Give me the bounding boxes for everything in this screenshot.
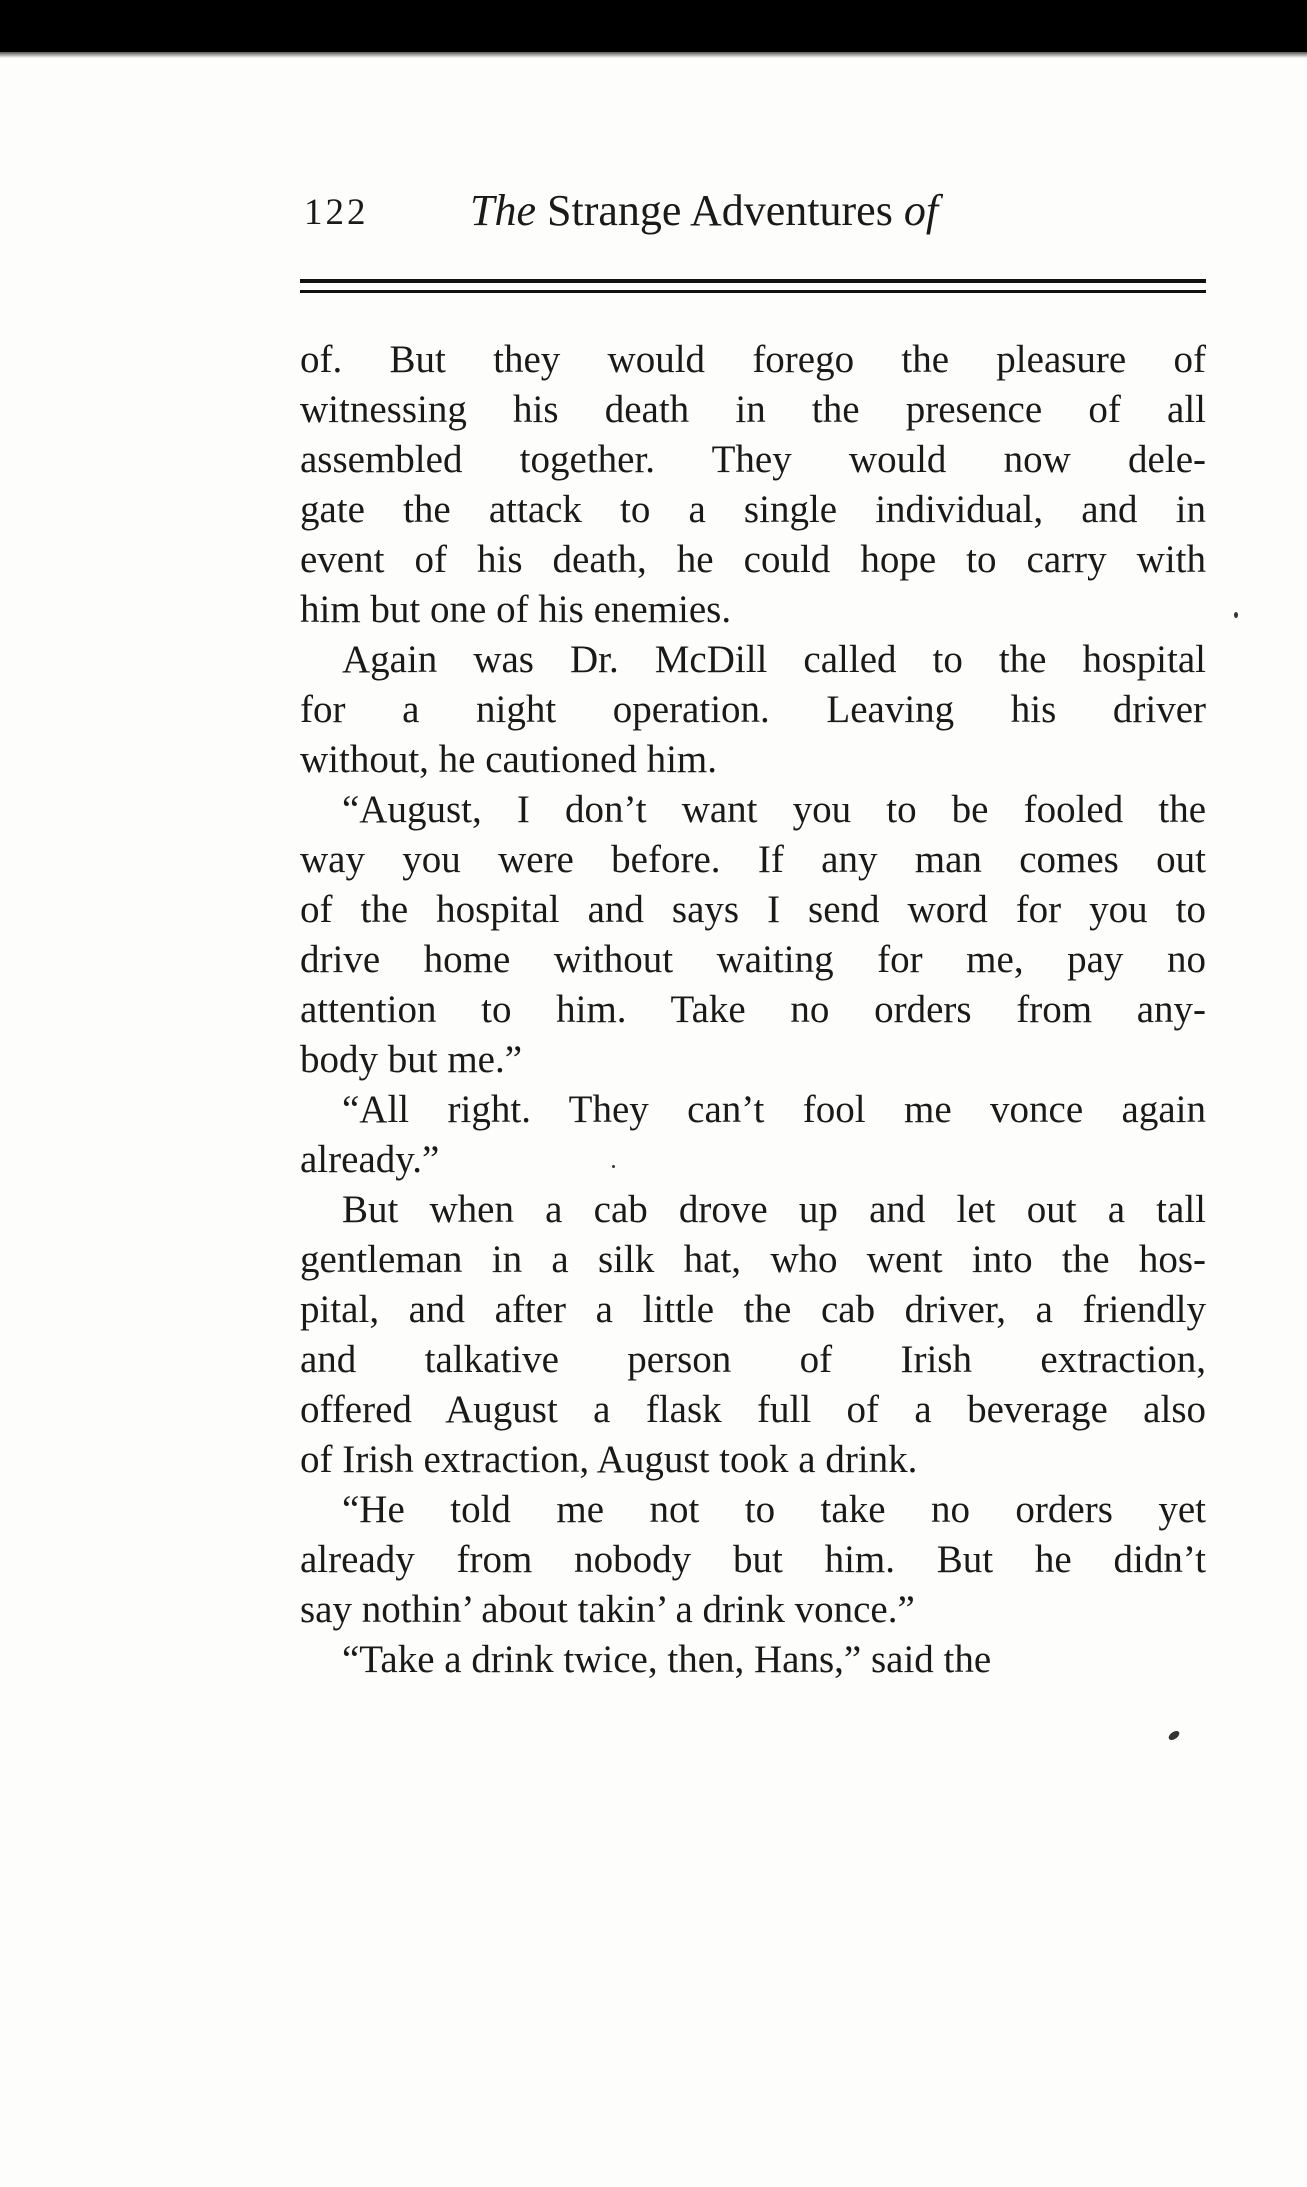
text-line: “He told me not to take no orders yet [342, 1488, 1206, 1531]
print-speck [1234, 612, 1238, 618]
text-line: drive home without waiting for me, pay no [300, 938, 1206, 981]
text-line: event of his death, he could hope to carry with [300, 538, 1206, 581]
text-line: and talkative person of Irish extraction, [300, 1338, 1206, 1381]
text-line: way you were before. If any man comes out [300, 838, 1206, 881]
text-line: “All right. They can’t fool me vonce again [342, 1088, 1206, 1131]
text-line: assembled together. They would now dele- [300, 438, 1206, 481]
text-line: of Irish extraction, August took a drink. [300, 1438, 918, 1481]
scan-top-edge [0, 52, 1307, 58]
page-number: 122 [304, 192, 369, 233]
running-head-of: of [903, 186, 939, 235]
page-header [300, 185, 1206, 245]
text-line: witnessing his death in the presence of all [300, 388, 1206, 431]
text-line: say nothin’ about takin’ a drink vonce.” [300, 1588, 915, 1631]
text-line: gate the attack to a single individual, and in [300, 488, 1206, 531]
paragraph [300, 1085, 1206, 1185]
text-line: already.” [300, 1138, 440, 1181]
text-line: for a night operation. Leaving his driver [300, 688, 1206, 731]
running-head [470, 185, 938, 236]
paragraph [300, 1635, 1206, 1685]
body-text [300, 335, 1206, 1685]
header-rule-top [300, 279, 1206, 283]
paragraph [300, 635, 1206, 785]
text-line: “August, I don’t want you to be fooled the [342, 788, 1206, 831]
text-line: without, he cautioned him. [300, 738, 718, 781]
text-line: pital, and after a little the cab driver, a friendly [300, 1288, 1206, 1331]
running-head-title: Strange Adventures [547, 186, 893, 235]
text-line: of. But they would forego the pleasure of [300, 338, 1206, 381]
scan-top-border [0, 0, 1307, 52]
text-line: body but me.” [300, 1038, 523, 1081]
print-speck [612, 1165, 615, 1168]
text-line: him but one of his enemies. [300, 588, 732, 631]
ink-mark [1167, 1729, 1181, 1742]
text-line: of the hospital and says I send word for you to [300, 888, 1206, 931]
text-line: already from nobody but him. But he didn’t [300, 1538, 1206, 1581]
text-line: “Take a drink twice, then, Hans,” said the [342, 1638, 992, 1681]
paragraph [300, 1185, 1206, 1485]
text-line: offered August a flask full of a beverage also [300, 1388, 1206, 1431]
header-rule-bottom [300, 290, 1206, 293]
text-line: gentleman in a silk hat, who went into the hos- [300, 1238, 1206, 1281]
running-head-the: The [470, 186, 536, 235]
paragraph [300, 335, 1206, 635]
text-line: attention to him. Take no orders from any- [300, 988, 1206, 1031]
text-line: But when a cab drove up and let out a tall [342, 1188, 1206, 1231]
text-line: Again was Dr. McDill called to the hospital [342, 638, 1206, 681]
paragraph [300, 1485, 1206, 1635]
paragraph [300, 785, 1206, 1085]
